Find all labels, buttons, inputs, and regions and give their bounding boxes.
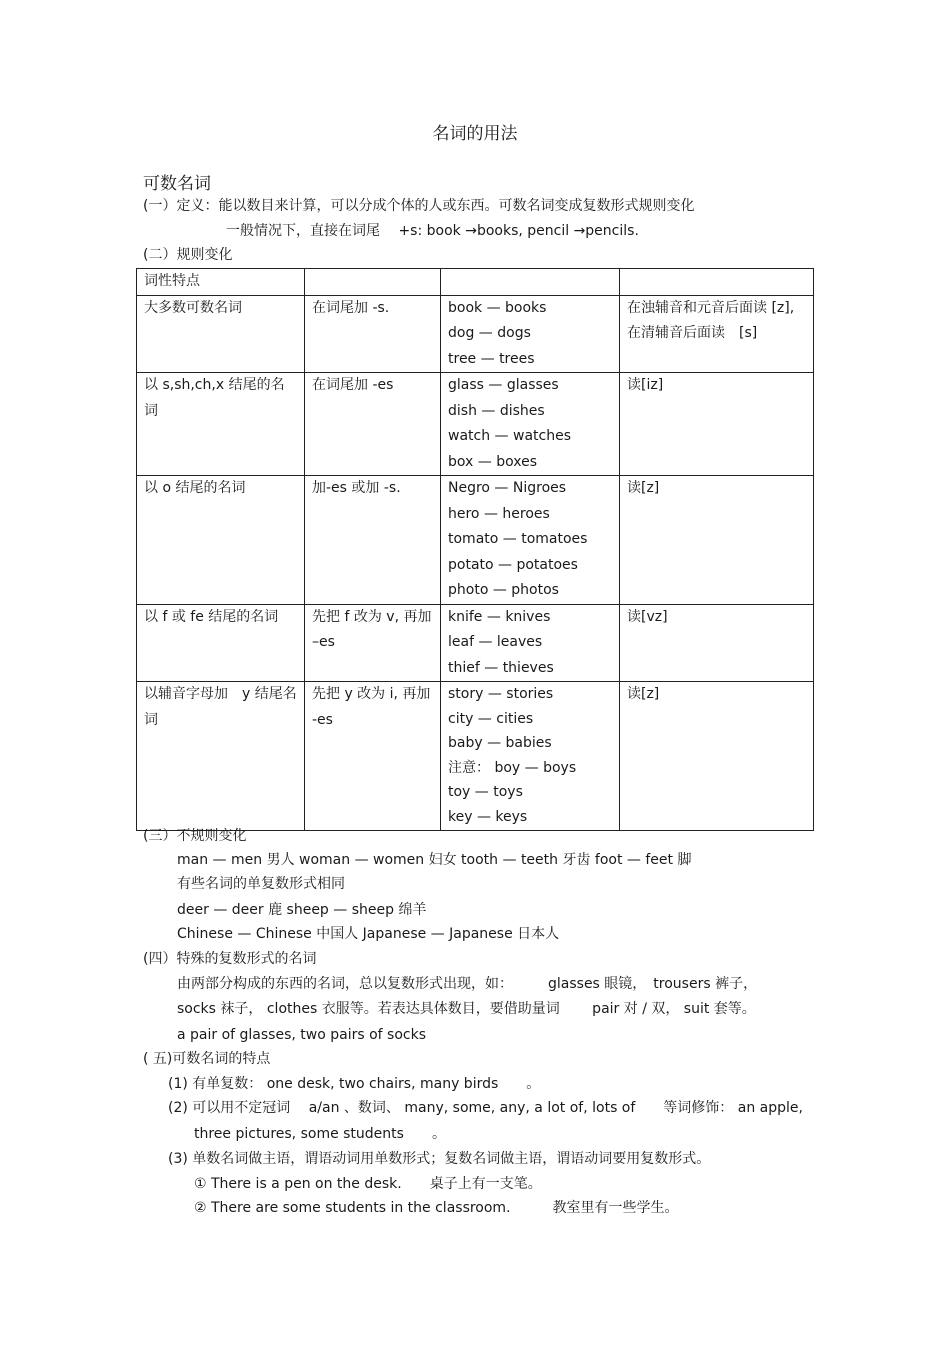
rule-cell: 在词尾加 -es: [305, 373, 441, 476]
definition-general: 一般情况下，直接在词尾 +s: book →books, pencil →pencils.: [226, 223, 639, 239]
example-pair: story — stories: [448, 686, 554, 702]
noun-type-cell: 以辅音字母加 y 结尾名词: [137, 682, 305, 831]
table-row: [137, 373, 814, 476]
examples-cell: [441, 476, 620, 605]
example-pair: dog — dogs: [448, 325, 531, 341]
irregular-examples-line: man — men 男人 woman — women 妇女 tooth — teeth 牙齿 foot — feet 脚: [177, 852, 692, 868]
plural-rules-table: [136, 268, 814, 831]
example-pair: watch — watches: [448, 428, 571, 444]
example-pair: leaf — leaves: [448, 634, 543, 650]
special-plural-example: a pair of glasses, two pairs of socks: [177, 1027, 426, 1043]
special-plural-line: 由两部分构成的东西的名词，总以复数形式出现，如： glasses 眼镜， trousers 裤子，: [177, 976, 758, 992]
example-pair: box — boxes: [448, 453, 537, 470]
example-pair: tomato — tomatoes: [448, 531, 588, 547]
noun-type-cell: 以 f 或 fe 结尾的名词: [137, 604, 305, 682]
special-plural-line: socks 袜子， clothes 衣服等。若表达具体数目，要借助量词 pair 对 / 双， suit 套等。: [177, 1001, 756, 1017]
example-pair: baby — babies: [448, 735, 552, 751]
table-row: [137, 604, 814, 682]
header-cell: [620, 269, 814, 296]
definition-line: (一）定义：能以数目来计算，可以分成个体的人或东西。可数名词变成复数形式规则变化: [143, 198, 695, 214]
example-pair: photo — photos: [448, 582, 559, 598]
table-row: [137, 476, 814, 605]
irregular-change-label: (三）不规则变化: [143, 828, 247, 844]
example-pair: toy — toys: [448, 784, 523, 800]
examples-cell: [441, 682, 620, 831]
feature-item: (3) 单数名词做主语，谓语动词用单数形式；复数名词做主语，谓语动词要用复数形式。: [168, 1151, 711, 1167]
example-pair: hero — heroes: [448, 505, 550, 522]
pronunciation-cell: 读[vz]: [620, 604, 814, 682]
examples-cell: [441, 604, 620, 682]
example-pair: dish — dishes: [448, 402, 545, 419]
examples-cell: [441, 373, 620, 476]
section-heading: 可数名词: [143, 174, 211, 194]
examples-cell: [441, 295, 620, 373]
pronunciation-cell: 在浊辅音和元音后面读 [z], 在清辅音后面读 [s]: [620, 295, 814, 373]
rule-cell: 在词尾加 -s.: [305, 295, 441, 373]
feature-item-continued: three pictures, some students 。: [194, 1126, 446, 1142]
table-row: [137, 682, 814, 831]
example-pair: Negro — Nigroes: [448, 480, 567, 496]
example-sentence: ② There are some students in the classroom. 教室里有一些学生。: [194, 1200, 679, 1216]
countable-features-label: ( 五)可数名词的特点: [143, 1051, 271, 1067]
feature-item: (2) 可以用不定冠词 a/an 、数词、 many, some, any, a lot of, lots of 等词修饰： an apple,: [168, 1100, 803, 1116]
example-pair: potato — potatoes: [448, 556, 578, 573]
example-pair: city — cities: [448, 710, 534, 727]
example-pair: tree — trees: [448, 350, 535, 367]
rule-cell: 先把 y 改为 i, 再加 -es: [305, 682, 441, 831]
pronunciation-cell: 读[iz]: [620, 373, 814, 476]
table-row: [137, 295, 814, 373]
table-header-row: [137, 269, 814, 296]
example-pair: book — books: [448, 299, 547, 316]
header-cell: [441, 269, 620, 296]
noun-type-cell: 以 o 结尾的名词: [137, 476, 305, 605]
regular-change-label: (二）规则变化: [143, 247, 233, 263]
pronunciation-cell: 读[z]: [620, 476, 814, 605]
rule-cell: 加-es 或加 -s.: [305, 476, 441, 605]
header-cell: 词性特点: [137, 269, 305, 296]
same-form-examples: Chinese — Chinese 中国人 Japanese — Japanese 日本人: [177, 926, 560, 942]
pronunciation-cell: 读[z]: [620, 682, 814, 831]
rule-cell: 先把 f 改为 v, 再加 –es: [305, 604, 441, 682]
noun-type-cell: 大多数可数名词: [137, 295, 305, 373]
header-cell: [305, 269, 441, 296]
special-plural-label: (四）特殊的复数形式的名词: [143, 951, 317, 967]
noun-type-cell: 以 s,sh,ch,x 结尾的名词: [137, 373, 305, 476]
example-sentence: ① There is a pen on the desk. 桌子上有一支笔。: [194, 1176, 542, 1192]
feature-item: (1) 有单复数： one desk, two chairs, many birds 。: [168, 1076, 541, 1092]
same-form-note: 有些名词的单复数形式相同: [177, 876, 345, 892]
example-pair: key — keys: [448, 808, 528, 825]
example-pair: knife — knives: [448, 608, 551, 625]
same-form-examples: deer — deer 鹿 sheep — sheep 绵羊: [177, 902, 427, 918]
page-title: 名词的用法: [432, 124, 518, 144]
example-pair: thief — thieves: [448, 659, 554, 676]
example-pair: 注意： boy — boys: [448, 759, 577, 776]
example-pair: glass — glasses: [448, 377, 559, 393]
